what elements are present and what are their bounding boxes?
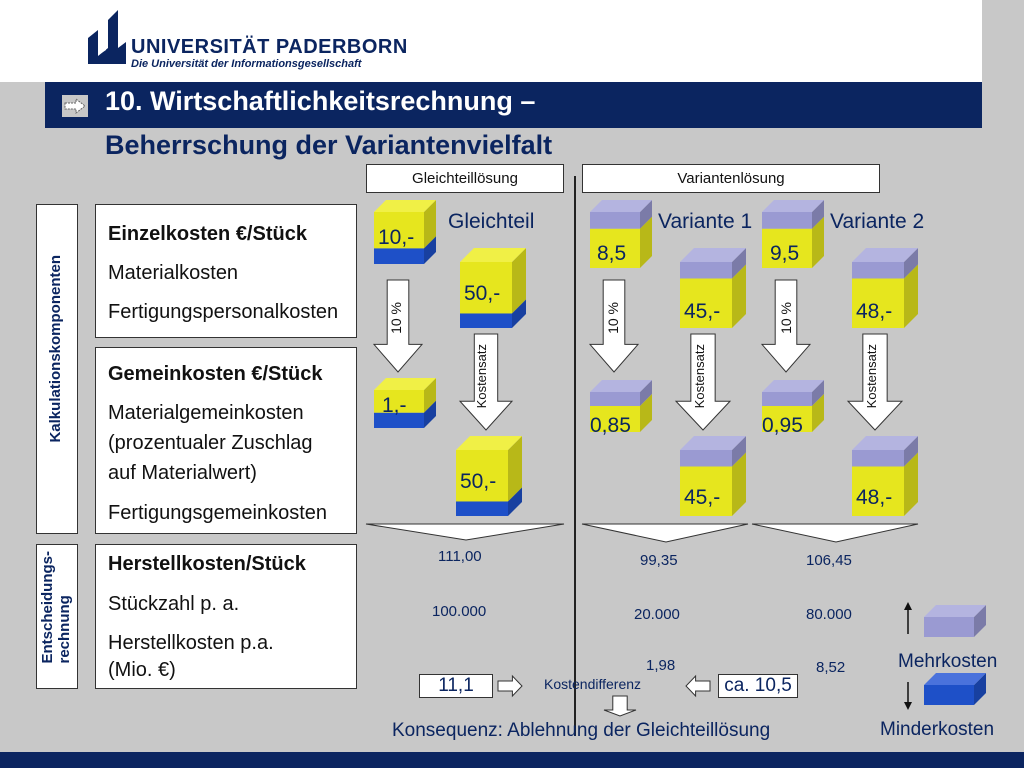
common-unit-cost: 111,00: [438, 548, 482, 565]
legend-arrow-up-head: [904, 602, 912, 610]
legend-cube-more: [924, 605, 986, 637]
v1-unit-cost: 99,35: [640, 552, 678, 569]
v1-labor-overhead: 45,-: [684, 486, 721, 509]
header-variant: Variantenlösung: [582, 164, 880, 193]
v2-labor: 48,-: [856, 300, 893, 323]
v1-labor: 45,-: [684, 300, 721, 323]
summary-left: 11,1: [419, 674, 493, 698]
footer-bar: [0, 752, 1024, 768]
conclusion-text: Konsequenz: Ablehnung der Gleichteillösung: [392, 720, 771, 741]
box3-item: Herstellkosten p.a.: [108, 632, 274, 654]
common-quantity: 100.000: [432, 603, 487, 620]
percent-label-v2: 10 %: [778, 302, 794, 334]
percent-label-v1: 10 %: [605, 302, 621, 334]
arrow-right-summary: [498, 676, 522, 696]
rate-label-v2: Kostensatz: [864, 344, 879, 409]
rate-label-common: Kostensatz: [474, 344, 489, 409]
legend-less: Minderkosten: [880, 719, 995, 740]
box2-heading: Gemeinkosten €/Stück: [108, 363, 323, 385]
v1-mat-overhead: 0,85: [590, 414, 631, 437]
percent-label-common: 10 %: [388, 302, 404, 334]
legend-more: Mehrkosten: [898, 651, 998, 672]
box1-heading: Einzelkosten €/Stück: [108, 223, 307, 245]
merge-chevron-v1: [582, 524, 748, 542]
v1-material: 8,5: [597, 242, 627, 265]
summary-right: ca. 10,5: [718, 674, 798, 698]
v2-quantity: 80.000: [806, 606, 852, 623]
common-labor-overhead: 50,-: [460, 470, 497, 493]
box2-item: Fertigungsgemeinkosten: [108, 502, 328, 524]
v1-quantity: 20.000: [634, 606, 680, 623]
legend-arrow-down-head: [904, 702, 912, 710]
university-subtitle: Die Universität der Informationsgesellschaft: [131, 58, 362, 70]
side-label-decision-1: Entscheidungs-: [39, 551, 56, 664]
v2-unit-cost: 106,45: [806, 552, 852, 569]
university-name: UNIVERSITÄT PADERBORN: [131, 36, 408, 58]
page-title-line2: Beherrschung der Variantenvielfalt: [105, 130, 553, 160]
column-name-common: Gleichteil: [448, 210, 535, 233]
box1-item: Materialkosten: [108, 262, 239, 284]
box3-item: (Mio. €): [108, 659, 176, 681]
common-material: 10,-: [378, 226, 415, 249]
box2-item: (prozentualer Zuschlag: [108, 432, 313, 454]
summary-middle: Kostendifferenz: [544, 676, 642, 692]
arrow-left-summary: [686, 676, 710, 696]
v2-material: 9,5: [770, 242, 800, 265]
merge-chevron-common: [366, 524, 564, 540]
merge-chevron-v2: [752, 524, 918, 542]
legend-cube-less: [924, 673, 986, 705]
common-mat-overhead: 1,-: [382, 394, 407, 417]
header-common: Gleichteillösung: [366, 164, 564, 193]
rate-label-v1: Kostensatz: [692, 344, 707, 409]
v2-labor-overhead: 48,-: [856, 486, 893, 509]
v2-mat-overhead: 0,95: [762, 414, 803, 437]
arrow-down-conclusion: [604, 696, 636, 716]
v2-annual: 8,52: [816, 659, 846, 676]
box3-heading: Herstellkosten/Stück: [108, 553, 306, 575]
page-title-line1: 10. Wirtschaftlichkeitsrechnung –: [105, 86, 536, 116]
v1-annual: 1,98: [646, 657, 676, 674]
side-label-decision-2: rechnung: [56, 595, 73, 664]
box1-item: Fertigungspersonalkosten: [108, 301, 339, 323]
column-name-variant2: Variante 2: [830, 210, 925, 233]
box3-item: Stückzahl p. a.: [108, 593, 240, 615]
common-labor: 50,-: [464, 282, 501, 305]
side-label-calc: Kalkulationskomponenten: [36, 204, 78, 534]
column-name-variant1: Variante 1: [658, 210, 753, 233]
box2-item: Materialgemeinkosten: [108, 402, 304, 424]
box2-item: auf Materialwert): [108, 462, 257, 484]
